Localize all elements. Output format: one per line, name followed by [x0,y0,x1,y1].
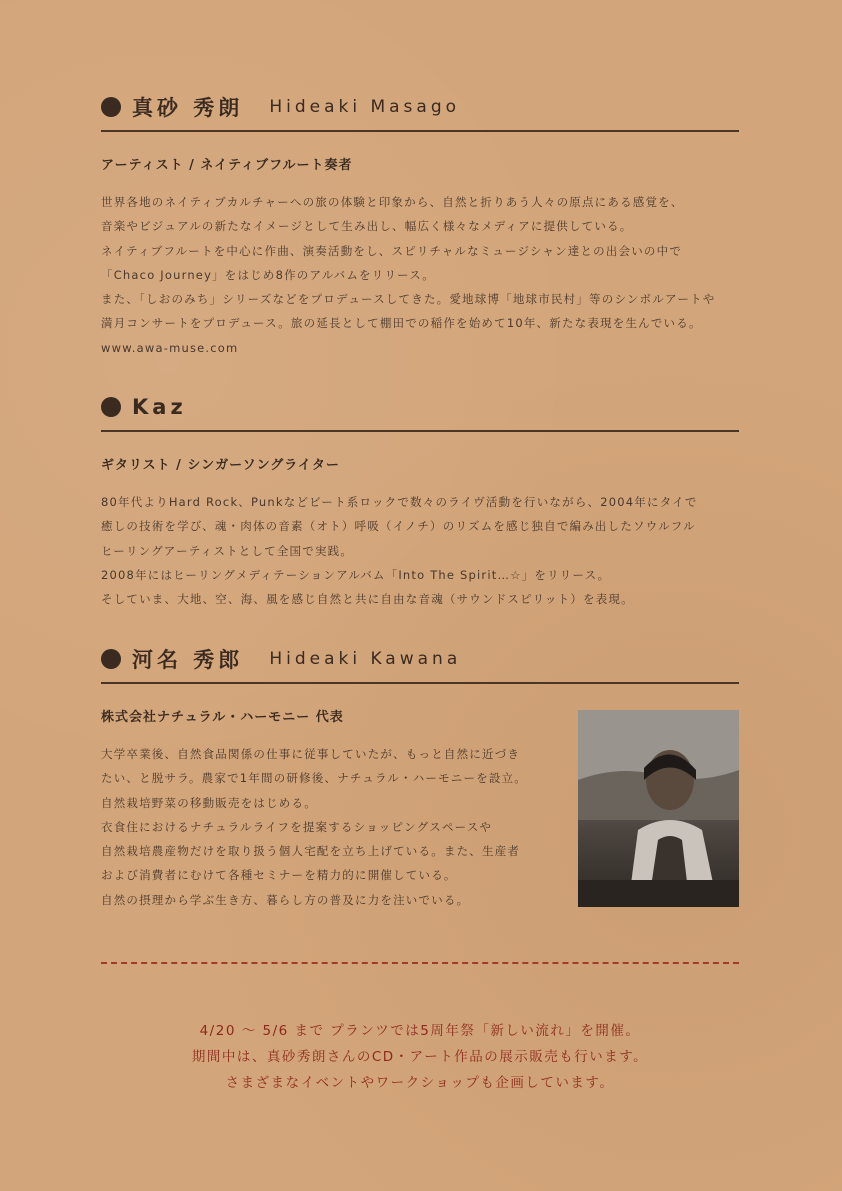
heading-rule [101,130,739,132]
bio-line: 音楽やビジュアルの新たなイメージとして生み出し、幅広く様々なメディアに提供している。 [101,219,633,234]
profile-kaz [101,391,739,611]
bio-line: たい、と脱サラ。農家で1年間の研修後、ナチュラル・ハーモニーを設立。 [101,771,528,786]
bio-line: 自然栽培農産物だけを取り扱う個人宅配を立ち上げている。また、生産者 [101,844,521,859]
portrait-illustration [578,710,739,907]
bio-line: ヒーリングアーティストとして全国で実践。 [101,543,354,558]
profile-heading [101,91,739,123]
name-english: Hideaki Masago [269,97,461,117]
event-notice [101,1018,739,1096]
name-japanese: Kaz [132,395,187,419]
heading-rule [101,682,739,684]
bio-line: 満月コンサートをプロデュース。旅の延長として棚田での稲作を始めて10年、新たな表現を生んでいる。 [101,316,702,331]
bio-line: 2008年にはヒーリングメディテーションアルバム「Into The Spirit…☆」をリリース。 [101,567,611,582]
bio-line: 「Chaco Journey」をはじめ8作のアルバムをリリース。 [101,267,436,282]
bio-text [101,742,561,912]
bio-line: 大学卒業後、自然食品関係の仕事に従事していたが、もっと自然に近づき [101,747,521,761]
bio-line: そしていま、大地、空、海、風を感じ自然と共に自由な音魂（サウンドスピリット）を表現。 [101,592,634,607]
portrait-photo [578,710,739,907]
name-english: Hideaki Kawana [269,649,462,669]
bullet-dot-icon [101,97,121,117]
profile-heading [101,391,739,423]
notice-line: さまざまなイベントやワークショップも企画しています。 [225,1075,615,1091]
role-title: 株式会社ナチュラル・ハーモニー 代表 [101,710,344,725]
role-title: アーティスト / ネイティブフルート奏者 [101,158,353,173]
bio-line: 自然栽培野菜の移動販売をはじめる。 [101,795,317,810]
bio-line: および消費者にむけて各種セミナーを精力的に開催している。 [101,868,457,883]
bio-line: 80年代よりHard Rock、Punkなどビート系ロックで数々のライヴ活動を行いながら、2004年にタイで [101,495,698,509]
name-japanese: 河名 秀郎 [132,648,244,672]
website-link[interactable]: www.awa-muse.com [101,340,239,355]
profile-masago [101,91,739,360]
heading-rule [101,430,739,432]
notice-line: 期間中は、真砂秀朗さんのCD・アート作品の展示販売も行います。 [191,1049,649,1065]
notice-line: 4/20 ～ 5/6 まで プランツでは5周年祭「新しい流れ」を開催。 [199,1023,641,1039]
bio-line: 衣食住におけるナチュラルライフを提案するショッピングスペースや [101,819,493,834]
bio-line: ネイティブフルートを中心に作曲、演奏活動をし、スピリチャルなミュージシャン達との出会いの中で [101,243,683,258]
profile-heading [101,643,739,675]
name-japanese: 真砂 秀朗 [132,96,244,120]
dashed-divider [101,962,739,964]
role-title: ギタリスト / シンガーソングライター [101,458,340,473]
bio-line: また、「しおのみち」シリーズなどをプロデュースしてきた。愛地球博「地球市民村」等のシンボルアートや [101,292,716,307]
bio-line: 癒しの技術を学び、魂・肉体の音素（オト）呼吸（イノチ）のリズムを感じ独自で編み出したソウルフル [101,519,696,534]
bullet-dot-icon [101,649,121,669]
bullet-dot-icon [101,397,121,417]
bio-line: 世界各地のネイティブカルチャーへの旅の体験と印象から、自然と折りあう人々の原点にある感覚を、 [101,195,684,209]
bio-text [101,190,739,360]
bio-text [101,490,739,611]
bio-line: 自然の摂理から学ぶ生き方、暮らし方の普及に力を注いでいる。 [101,892,470,907]
